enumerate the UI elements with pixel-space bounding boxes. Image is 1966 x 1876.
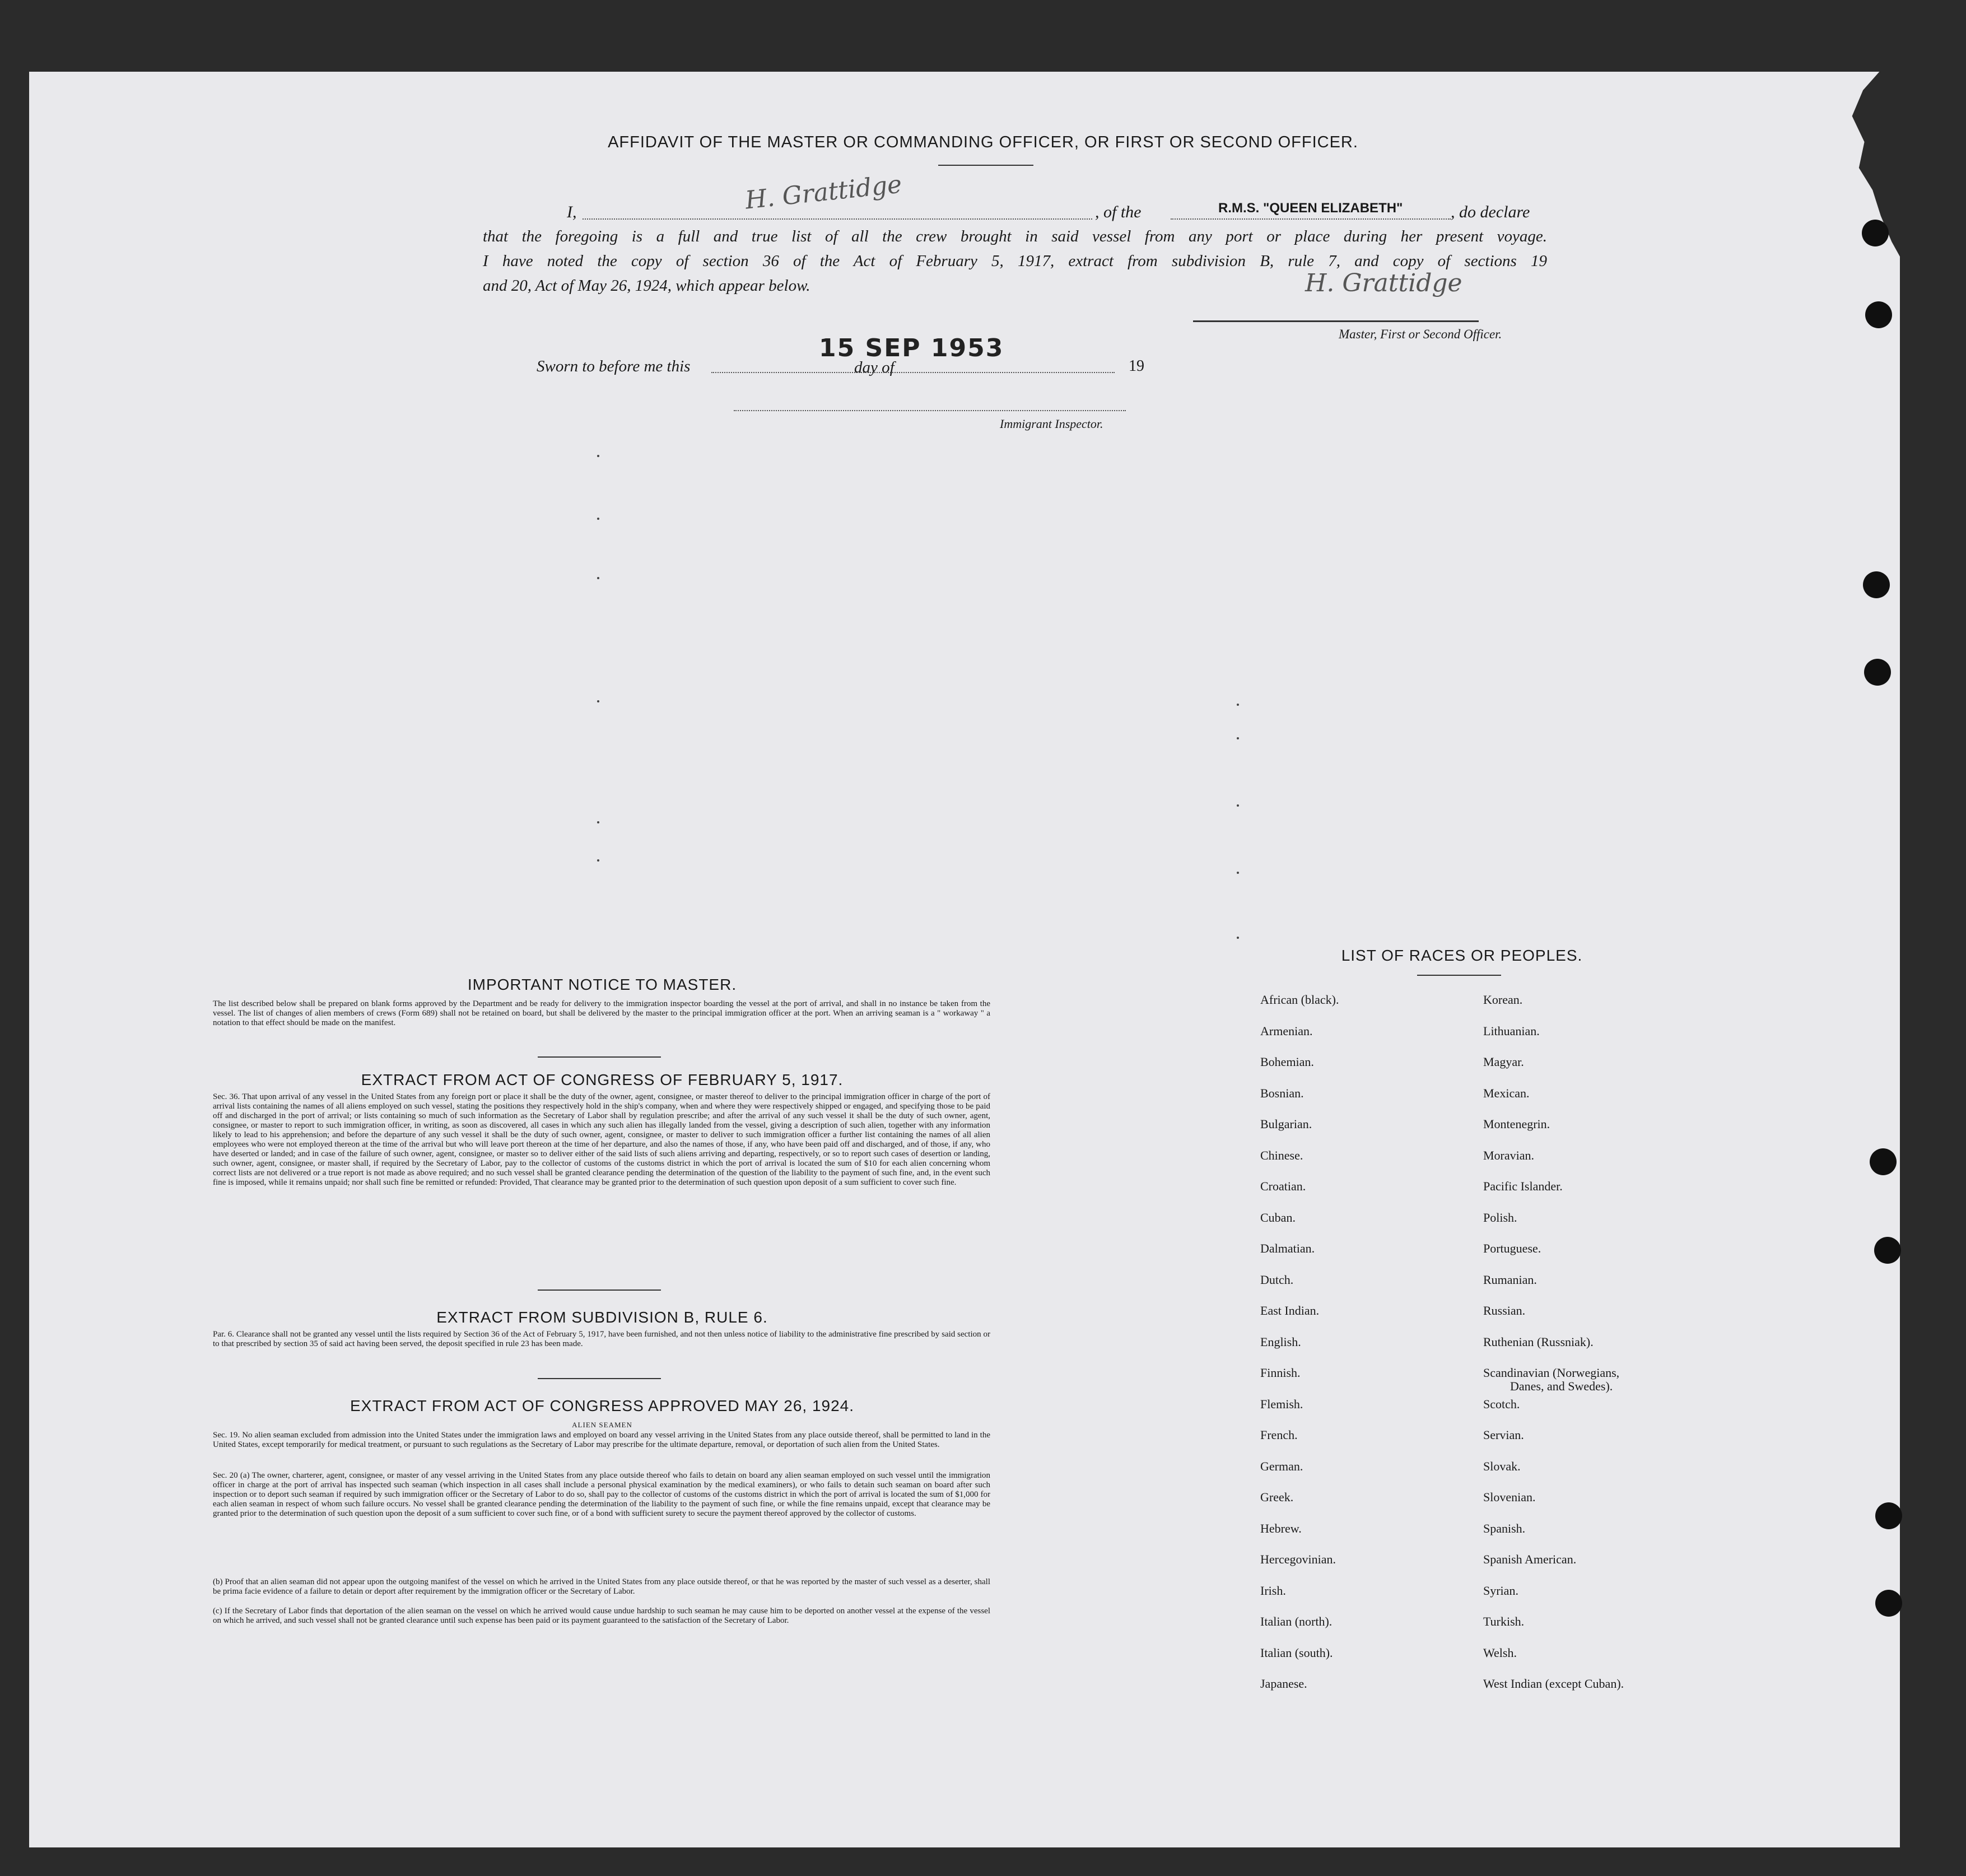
i-label: I, [567,203,577,221]
race-item: Turkish. [1483,1614,1525,1628]
races-heading: LIST OF RACES OR PEOPLES. [1341,947,1583,964]
punch-hole [1875,1590,1902,1617]
inspector-caption: Immigrant Inspector. [1000,417,1103,431]
declaration-line-2: I have noted the copy of section 36 of the Act of February 5, 1917, extract from subdivision B, rule 7, and copy of sections 19 [483,252,1547,270]
race-item: Scandinavian (Norwegians, [1483,1366,1620,1380]
race-item: Danes, and Swedes). [1510,1379,1613,1393]
punch-hole [1875,1502,1902,1529]
race-item: Bosnian. [1260,1086,1304,1100]
extract-rule6-body: Par. 6. Clearance shall not be granted any vessel until the lists required by Section 36 of the Act of February 5, 1917, have been furnished, and not then unless notice of liability to the administrative fine prescribed by said section or to that prescribed by section 35 of said act having been served, the deposit specified in rule 23 has been made. [213,1330,990,1348]
race-item: English. [1260,1334,1301,1349]
race-item: Servian. [1483,1428,1524,1442]
race-item: Italian (south). [1260,1645,1333,1660]
race-item: African (black). [1260,993,1339,1007]
race-item: Magyar. [1483,1055,1524,1069]
date-stamp: 15 SEP 1953 [819,334,1004,362]
race-item: Japanese. [1260,1677,1307,1691]
signer-caption: Master, First or Second Officer. [1339,327,1502,341]
affidavit-title: AFFIDAVIT OF THE MASTER OR COMMANDING OFFICER, OR FIRST OR SECOND OFFICER. [608,133,1358,151]
race-item: Bulgarian. [1260,1117,1312,1131]
race-item: East Indian. [1260,1304,1320,1318]
punch-hole [1862,220,1889,246]
faint-mark [597,455,599,457]
do-declare-label: , do declare [1451,203,1530,221]
race-item: Greek. [1260,1490,1294,1504]
sworn-label: Sworn to before me this [537,357,691,375]
faint-mark [1237,704,1239,706]
race-item: Finnish. [1260,1366,1301,1380]
faint-mark [1237,872,1239,874]
extract-1917-heading: EXTRACT FROM ACT OF CONGRESS OF FEBRUARY 5, 1917. [361,1071,844,1088]
race-item: Cuban. [1260,1210,1296,1225]
notice-body: The list described below shall be prepared on blank forms approved by the Department and be ready for delivery to the immigration inspector boarding the vessel at the port of arrival, and shall in no instance be taken from the vessel. The list of changes of alien members of crews (Form 689) shall not be retained on board, but shall be delivered by the master to the principal immigration officer at the port. When an arriving seaman is a " workaway " a notation to that effect should be made on the manifest. [213,999,990,1027]
sec-19: Sec. 19. No alien seaman excluded from admission into the United States under the immigration laws and employed on board any vessel arriving in the United States from any place outside thereof, shall be permitted to land in the United States, except temporarily for medical treatment, or pursuant to such regulations as the Secretary of Labor may prescribe for the ultimate departure, removal, or deportation of such alien from the United States. [213,1431,990,1449]
race-item: Scotch. [1483,1396,1520,1411]
inspector-blank [734,410,1126,411]
race-item: Pacific Islander. [1483,1179,1563,1193]
notice-heading: IMPORTANT NOTICE TO MASTER. [467,976,737,993]
faint-mark [1237,937,1239,939]
vessel-name-stamp: R.M.S. "QUEEN ELIZABETH" [1218,201,1403,216]
race-item: Spanish. [1483,1521,1526,1535]
vessel-blank [1171,218,1451,220]
title-underline [938,165,1033,166]
punch-hole [1865,301,1892,328]
race-item: Slovak. [1483,1459,1521,1473]
race-item: Spanish American. [1483,1552,1577,1566]
faint-mark [1237,804,1239,807]
race-item: Moravian. [1483,1148,1535,1162]
race-item: Armenian. [1260,1023,1313,1038]
race-item: Lithuanian. [1483,1023,1540,1038]
race-item: Chinese. [1260,1148,1303,1162]
extract-1917-body: Sec. 36. That upon arrival of any vessel in the United States from any foreign port or place it shall be the duty of the owner, agent, consignee, or master thereof to deliver to the principal immigration officer in charge of the port of arrival lists containing the names of all aliens employed on such vessel, stating the positions they respectively hold in the ship's company, when and where they were respectively shipped or engaged, and specifying those to be paid off and discharged in the port of arrival; or lists containing so much of such information as the Secretary of Labor shall by regulation prescribe; and after the arrival of any such vessel it shall be the duty of such owner, agent, consignee, or master to report to such immigration officer, in writing, as soon as discovered, all cases in which any such alien has illegally landed from the vessel, giving a description of such alien, together with any information likely to lead to his apprehension; and before the departure of any such vessel it shall be the duty of such owner, agent, consignee, or master to deliver to such immigration officer a further list containing the names of all alien employees who were not employed thereon at the time of the arrival but who will leave port thereon at the time of her departure, and also the names of those, if any, who have been paid off and discharged, and of those, if any, who have deserted or landed; and in case of the failure of such owner, agent, consignee, or master so to deliver either of the said lists of such aliens arriving and departing, respectively, or so to report such cases of desertion or landing, such owner, agent, consignee, or master shall, if required by the Secretary of Labor, pay to the collector of customs of the customs district in which the port of arrival is located the sum of $10 for each alien concerning whom correct lists are not delivered or a true report is not made as above required; and no such vessel shall be granted clearance pending the determination of the question of the liability to the payment of such fine, and, in the event such fine is imposed, while it remains unpaid; nor shall such fine be remitted or refunded: Provided, That clearance may be granted prior to the determination of such question upon deposit of a sum sufficient to cover such fine. [213,1092,990,1187]
punch-hole [1870,1148,1897,1175]
race-item: Irish. [1260,1583,1286,1598]
divider [538,1056,661,1058]
divider [538,1290,661,1291]
race-item: Hebrew. [1260,1521,1302,1535]
sec-20a: Sec. 20 (a) The owner, charterer, agent, consignee, or master of any vessel arriving in the United States from any place outside thereof who fails to detain on board any alien seaman employed on such vessel until the immigration officer in charge at the port of arrival has inspected such seaman (which inspection in all cases shall include a personal physical examination by the medical examiners), or who fails to detain such seaman on board after such inspection or to deport such seaman if required by such immigration officer or the Secretary of Labor to do so, shall pay to the collector of customs of the customs district in which the port of arrival is located the sum of $1,000 for each alien seaman in respect of whom such failure occurs. No vessel shall be granted clearance pending the determination of the liability to the payment of such fine, or while the fine remains unpaid, except that clearance may be granted prior to the determination of such question upon the deposit of a sum sufficient to cover such fine, or of a bond with sufficient surety to secure the payment thereof approved by the collector of customs. [213,1471,990,1518]
race-item: Slovenian. [1483,1490,1536,1504]
race-item: Korean. [1483,993,1523,1007]
punch-hole [1864,659,1891,686]
punch-hole [1874,1237,1901,1264]
divider [538,1378,661,1379]
declaration-line-1: that the foregoing is a full and true list of all the crew brought in said vessel from any port or place during her present voyage. [483,227,1547,245]
extract-1924-heading: EXTRACT FROM ACT OF CONGRESS APPROVED MAY 26, 1924. [350,1397,855,1414]
race-item: Mexican. [1483,1086,1530,1100]
alien-seamen-subheading: ALIEN SEAMEN [572,1421,632,1429]
race-item: Polish. [1483,1210,1517,1225]
faint-mark [597,577,599,579]
faint-mark [597,859,599,862]
race-item: French. [1260,1428,1298,1442]
race-item: Croatian. [1260,1179,1306,1193]
race-item: Dalmatian. [1260,1241,1315,1255]
punch-hole [1863,571,1890,598]
race-item: Syrian. [1483,1583,1518,1598]
officer-signature: H. Grattidge [1305,269,1462,297]
declaration-line-3: and 20, Act of May 26, 1924, which appear below. [483,277,810,295]
signature-line [1193,320,1479,322]
sec-20b: (b) Proof that an alien seaman did not appear upon the outgoing manifest of the vessel on which he arrived in the United States from any place outside thereof, or that he was reported by the master of such vessel as a deserter, shall be prima facie evidence of a failure to detain or deport after requirement by the immigration officer or the Secretary of Labor. [213,1577,990,1596]
race-item: Dutch. [1260,1272,1294,1287]
race-item: Welsh. [1483,1645,1517,1660]
race-item: Rumanian. [1483,1272,1537,1287]
race-item: Hercegovinian. [1260,1552,1336,1566]
race-item: Bohemian. [1260,1055,1314,1069]
faint-mark [597,821,599,823]
handwritten-signature: H. Grattidge [744,170,903,215]
faint-mark [597,518,599,520]
extract-rule6-heading: EXTRACT FROM SUBDIVISION B, RULE 6. [436,1309,768,1326]
name-blank [583,218,1092,220]
race-item: Italian (north). [1260,1614,1333,1628]
day-of-label: day of [854,359,895,376]
race-item: Flemish. [1260,1396,1303,1411]
year-label: 19 [1129,357,1144,375]
sec-20c: (c) If the Secretary of Labor finds that deportation of the alien seaman on the vessel on which he arrived would cause undue hardship to such seaman he may cause him to be deported on another vessel at the expense of the vessel on which he arrived, and such vessel shall not be granted clearance until such expense has been paid or its payment guaranteed to the satisfaction of the Secretary of Labor. [213,1607,990,1625]
race-item: West Indian (except Cuban). [1483,1677,1624,1691]
race-item: Russian. [1483,1304,1526,1318]
faint-mark [597,700,599,702]
races-underline [1417,975,1501,976]
race-item: Portuguese. [1483,1241,1541,1255]
race-item: German. [1260,1459,1303,1473]
of-the-label: , of the [1095,203,1142,221]
race-item: Ruthenian (Russniak). [1483,1334,1594,1349]
race-item: Montenegrin. [1483,1117,1550,1131]
faint-mark [1237,737,1239,739]
sworn-blank [711,372,1115,373]
